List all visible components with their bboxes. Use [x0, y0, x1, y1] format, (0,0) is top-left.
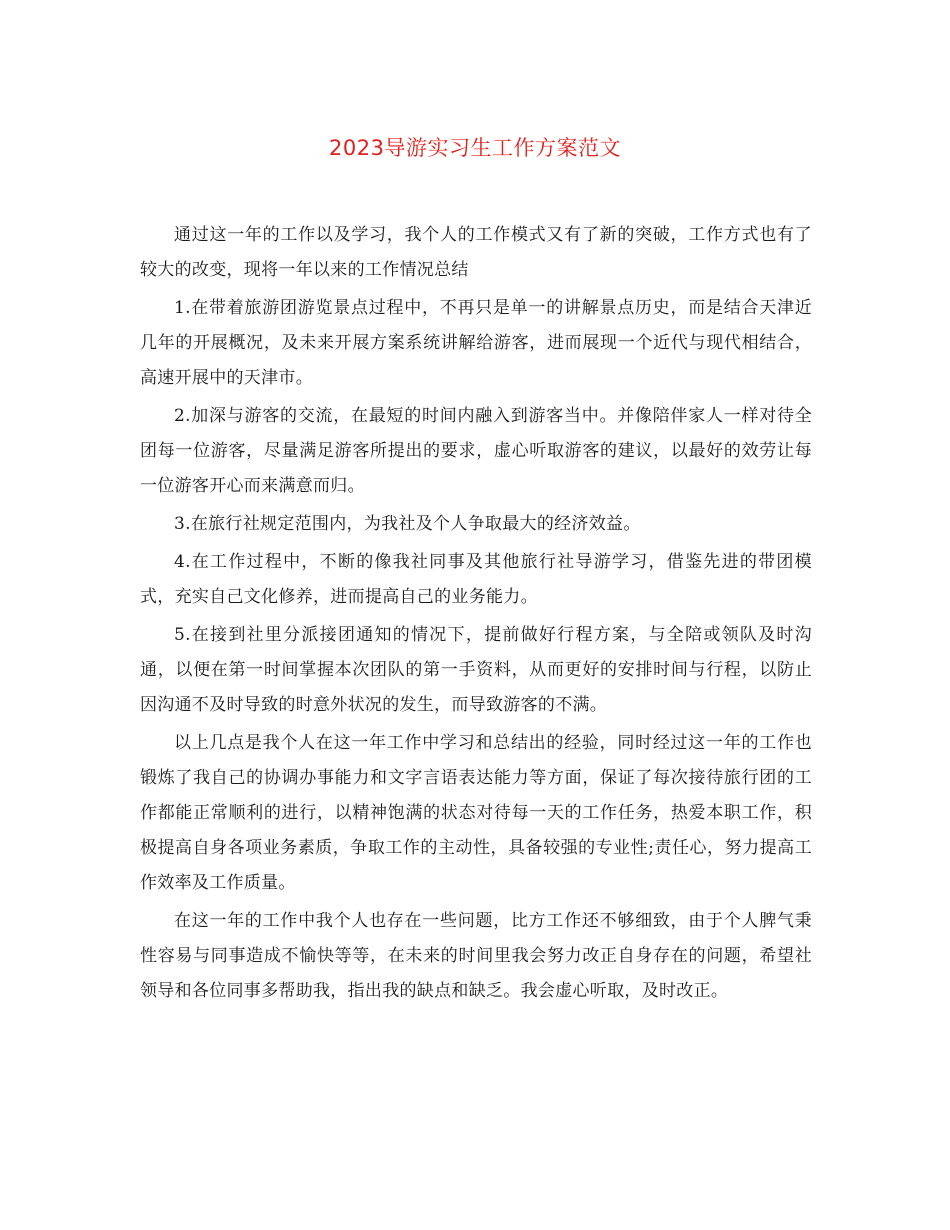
paragraph-intro: 通过这一年的工作以及学习，我个人的工作模式又有了新的突破，工作方式也有了较大的改变，现将一年以来的工作情况总结 [140, 225, 812, 280]
paragraph-point-4: 4.在工作过程中，不断的像我社同事及其他旅行社导游学习，借鉴先进的带团模式，充实自己文化修养，进而提高自己的业务能力。 [140, 552, 812, 607]
paragraph-point-2: 2.加深与游客的交流，在最短的时间内融入到游客当中。并像陪伴家人一样对待全团每一位游客，尽量满足游客所提出的要求，虚心听取游客的建议，以最好的效劳让每一位游客开心而来满意而归。 [140, 406, 812, 496]
document-body [140, 218, 812, 1012]
paragraph-point-1: 1.在带着旅游团游览景点过程中，不再只是单一的讲解景点历史，而是结合天津近几年的开展概况，及未来开展方案系统讲解给游客，进而展现一个近代与现代相结合，高速开展中的天津市。 [140, 298, 812, 388]
paragraph-summary: 以上几点是我个人在这一年工作中学习和总结出的经验，同时经过这一年的工作也锻炼了我自己的协调办事能力和文字言语表达能力等方面，保证了每次接待旅行团的工作都能正常顺利的进行，以精神饱满的状态对待每一天的工作任务，热爱本职工作，积极提高自身各项业务素质，争取工作的主动性，具备较强的专业性;责任心，努力提高工作效率及工作质量。 [140, 733, 812, 893]
paragraph-point-3: 3.在旅行社规定范围内，为我社及个人争取最大的经济效益。 [174, 514, 641, 534]
paragraph-point-5: 5.在接到社里分派接团通知的情况下，提前做好行程方案，与全陪或领队及时沟通，以便在第一时间掌握本次团队的第一手资料，从而更好的安排时间与行程，以防止因沟通不及时导致的时意外状况的发生，而导致游客的不满。 [140, 625, 812, 715]
paragraph-problems: 在这一年的工作中我个人也存在一些问题，比方工作还不够细致，由于个人脾气秉性容易与同事造成不愉快等等，在未来的时间里我会努力改正自身存在的问题，希望社领导和各位同事多帮助我，指出我的缺点和缺乏。我会虚心听取，及时改正。 [140, 911, 812, 1001]
document-title: 2023导游实习生工作方案范文 [329, 136, 621, 160]
